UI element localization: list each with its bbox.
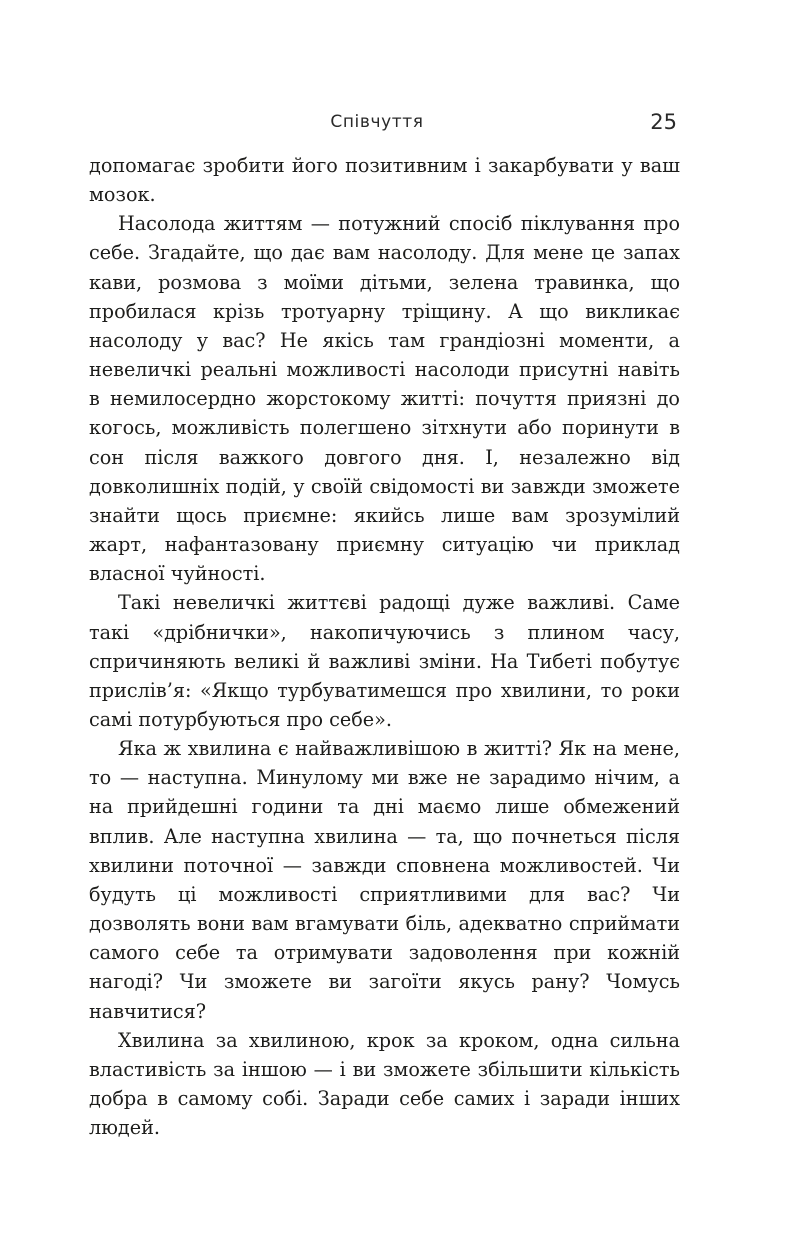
running-title: Співчуття <box>330 112 424 132</box>
body-text <box>89 151 680 1142</box>
paragraph-continuation: допомагає зробити його позитивним і закарбувати у ваш мозок. <box>89 154 680 207</box>
paragraph: Яка ж хвилина є найважливішою в житті? Як на мене, то — наступна. Минулому ми вже не зарадимо нічим, а на прийдешні години та дні маємо лише обмежений вплив. Але наступна хвилина — та, що почнеться після хвилини поточної — завжди сповнена можливостей. Чи будуть ці можливості сприятливими для вас? Чи дозволять вони вам вгамувати біль, адекватно сприймати самого себе та отримувати задоволення при кожній нагоді? Чи зможете ви загоїти якусь рану? Чомусь навчитися? <box>89 737 680 1023</box>
paragraph: Насолода життям — потужний спосіб піклування про себе. Згадайте, що дає вам насолоду. Для мене це запах кави, розмова з моїми дітьми, зелена травинка, що пробилася крізь тротуарну тріщину. А що викликає насолоду у вас? Не якісь там грандіозні моменти, а невеличкі реальні можливості насолоди присутні навіть в немилосердно жорстокому житті: почуття приязні до когось, можливість полегшено зітхнути або поринути в сон після важкого довгого дня. І, незалежно від довколишніх подій, у своїй свідомості ви завжди зможете знайти щось приємне: якийсь лише вам зрозумілий жарт, нафантазовану приємну ситуацію чи приклад власної чуйності. <box>89 212 680 586</box>
running-head <box>0 110 798 140</box>
page-number: 25 <box>650 110 677 134</box>
paragraph: Такі невеличкі життєві радощі дуже важливі. Саме такі «дрібнички», накопичуючись з плином часу, спричиняють великі й важливі зміни. На Тибеті побутує прислів’я: «Якщо турбуватимешся про хвилини, то роки самі потурбуються про себе». <box>89 591 680 731</box>
paragraph: Хвилина за хвилиною, крок за кроком, одна сильна властивість за іншою — і ви зможете збільшити кількість добра в самому собі. Заради себе самих і заради інших людей. <box>89 1028 680 1140</box>
